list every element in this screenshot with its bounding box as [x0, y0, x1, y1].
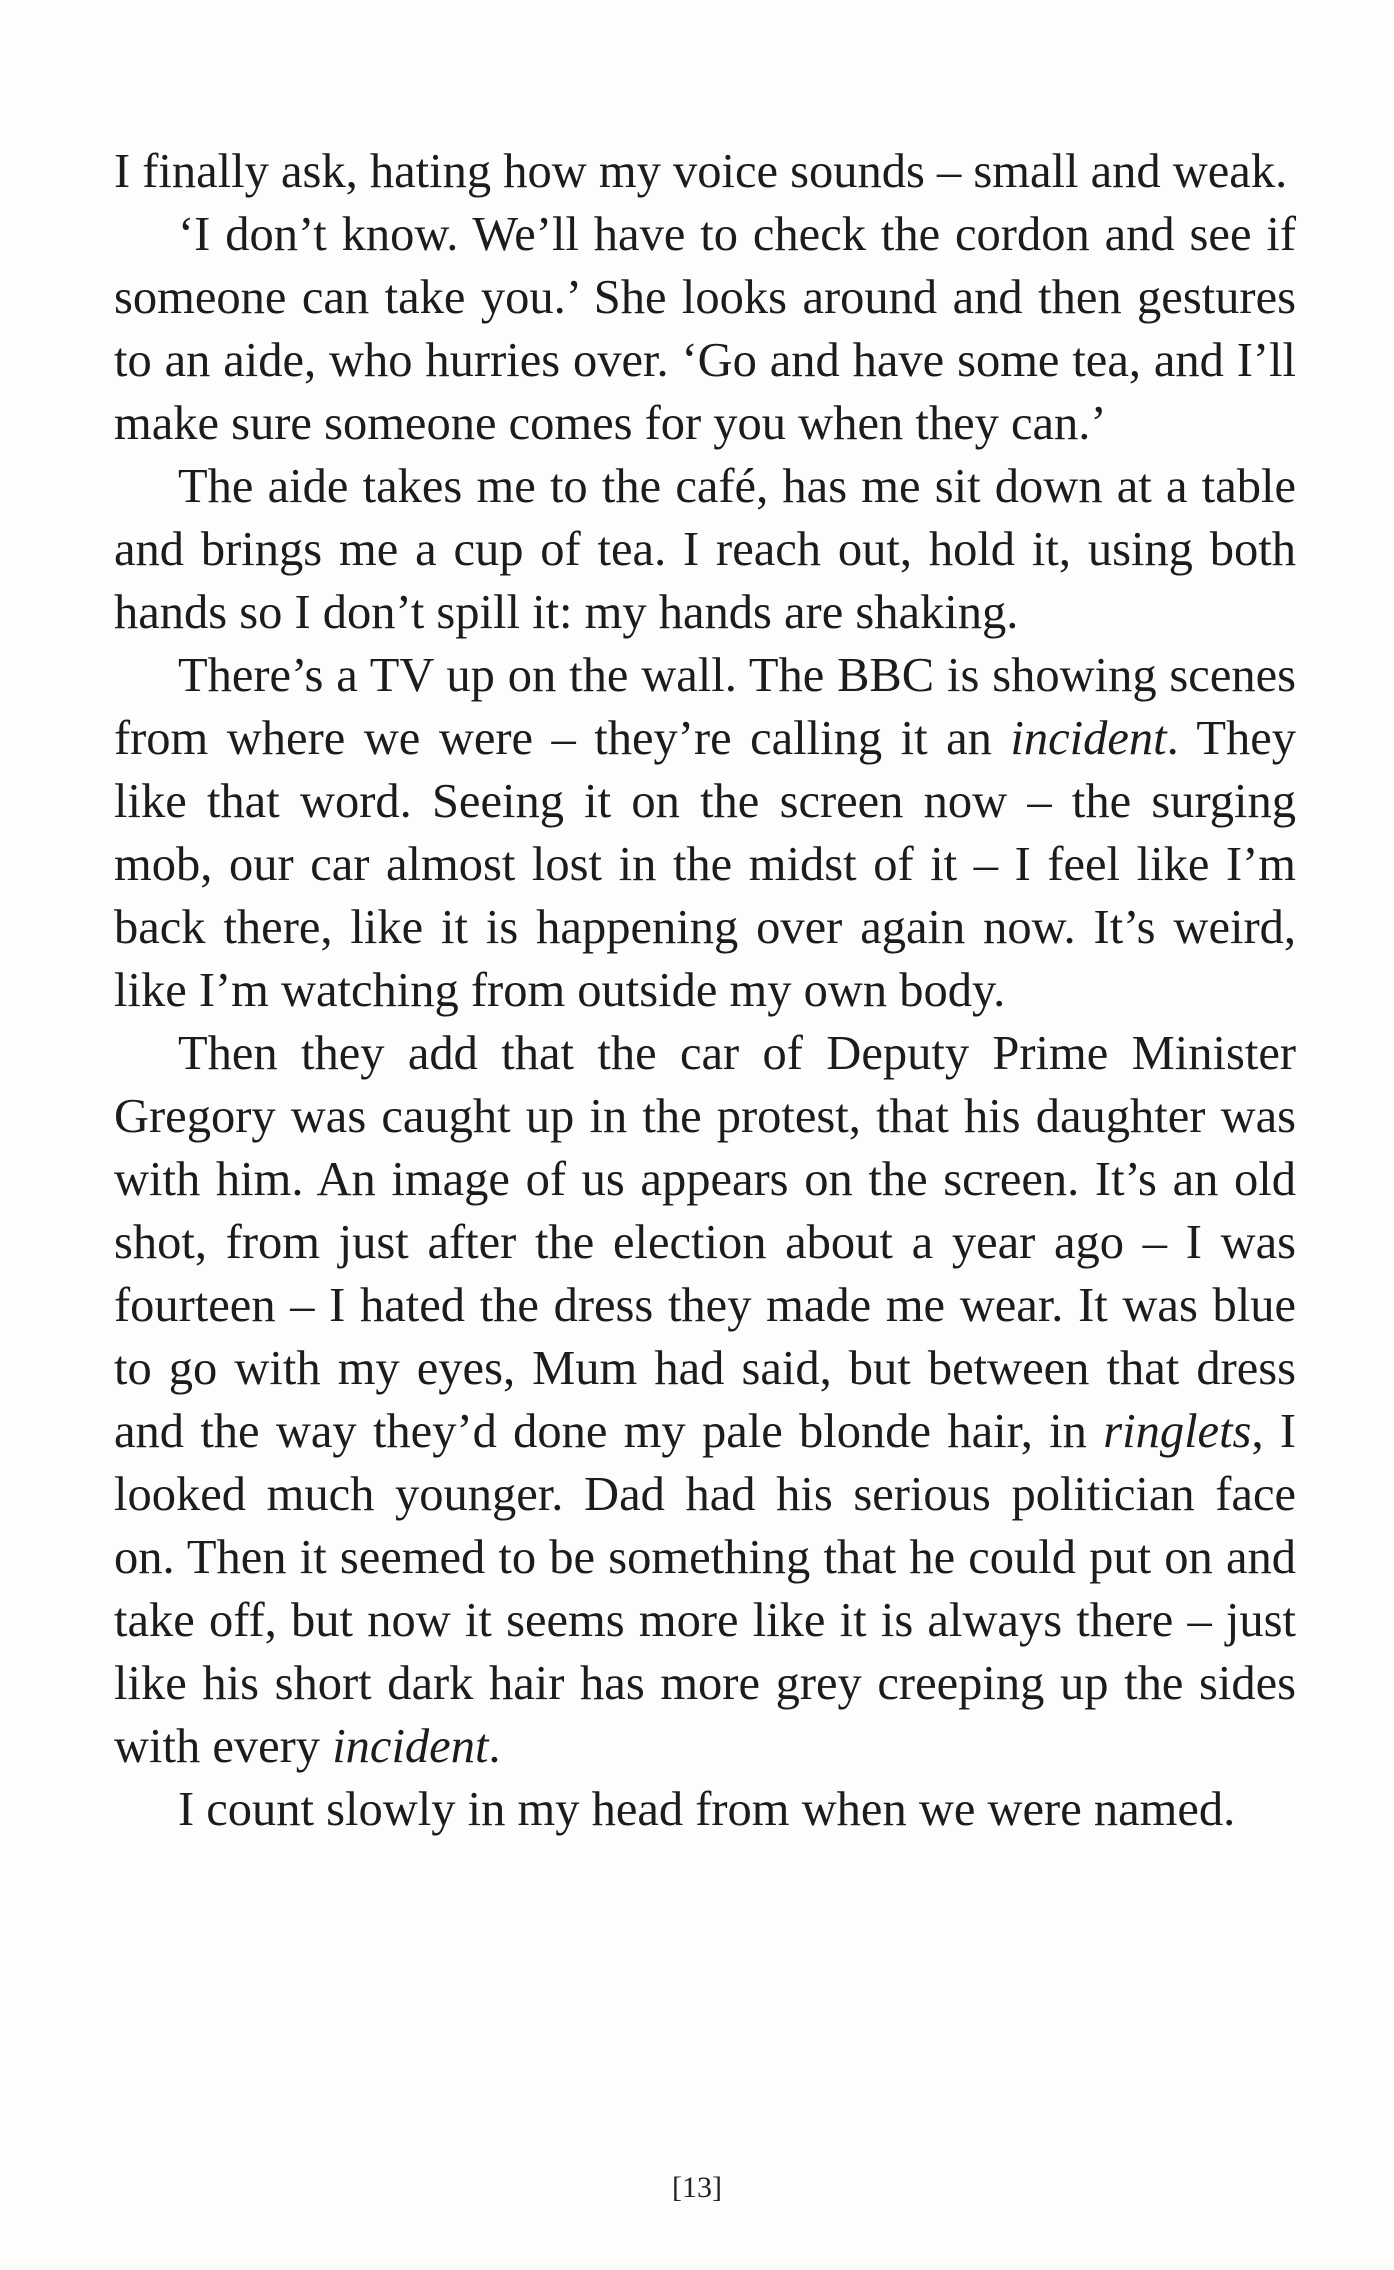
- paragraph-4-text-cont: . They like that word. Seeing it on the screen now – the surging mob, our car almost lost in the midst of it – I feel like I’m back there, like it is happening over again now. It’s weird, like I’m watching from outside my own body.: [114, 712, 1296, 1017]
- paragraph-1: [114, 140, 1296, 203]
- body-text: [114, 140, 1296, 1841]
- paragraph-5-italic-incident: incident: [332, 1720, 489, 1773]
- paragraph-4: [114, 644, 1296, 1022]
- paragraph-1-text: I finally ask, hating how my voice sounds – small and weak.: [114, 145, 1288, 198]
- paragraph-4-text: There’s a TV up on the wall. The BBC is showing scenes from where we were – they’re calling it an: [114, 649, 1296, 765]
- page-number: [13]: [672, 2171, 722, 2204]
- paragraph-2: [114, 203, 1296, 455]
- paragraph-5-text-cont: , I looked much younger. Dad had his serious politician face on. Then it seemed to be something that he could put on and take off, but now it seems more like it is always there – just like his short dark hair has more grey creeping up the sides with every: [114, 1405, 1297, 1773]
- paragraph-5-text: Then they add that the car of Deputy Prime Minister Gregory was caught up in the protest, that his daughter was with him. An image of us appears on the screen. It’s an old shot, from just after the election about a year ago – I was fourteen – I hated the dress they made me wear. It was blue to go with my eyes, Mum had said, but between that dress and the way they’d done my pale blonde hair, in: [114, 1027, 1296, 1458]
- paragraph-3-text: The aide takes me to the café, has me sit down at a table and brings me a cup of tea. I reach out, hold it, using both hands so I don’t spill it: my hands are shaking.: [114, 460, 1296, 639]
- paragraph-3: [114, 455, 1296, 644]
- paragraph-6-text: I count slowly in my head from when we were named.: [178, 1783, 1236, 1836]
- paragraph-5: [114, 1022, 1296, 1778]
- paragraph-4-italic-incident: incident: [1010, 712, 1167, 765]
- paragraph-2-text: ‘I don’t know. We’ll have to check the cordon and see if someone can take you.’ She looks around and then gestures to an aide, who hurries over. ‘Go and have some tea, and I’ll make sure someone comes for you when they can.’: [114, 208, 1296, 450]
- paragraph-5-text-end: .: [488, 1720, 501, 1773]
- paragraph-6: [114, 1778, 1296, 1841]
- paragraph-5-italic-ringlets: ringlets: [1103, 1405, 1252, 1458]
